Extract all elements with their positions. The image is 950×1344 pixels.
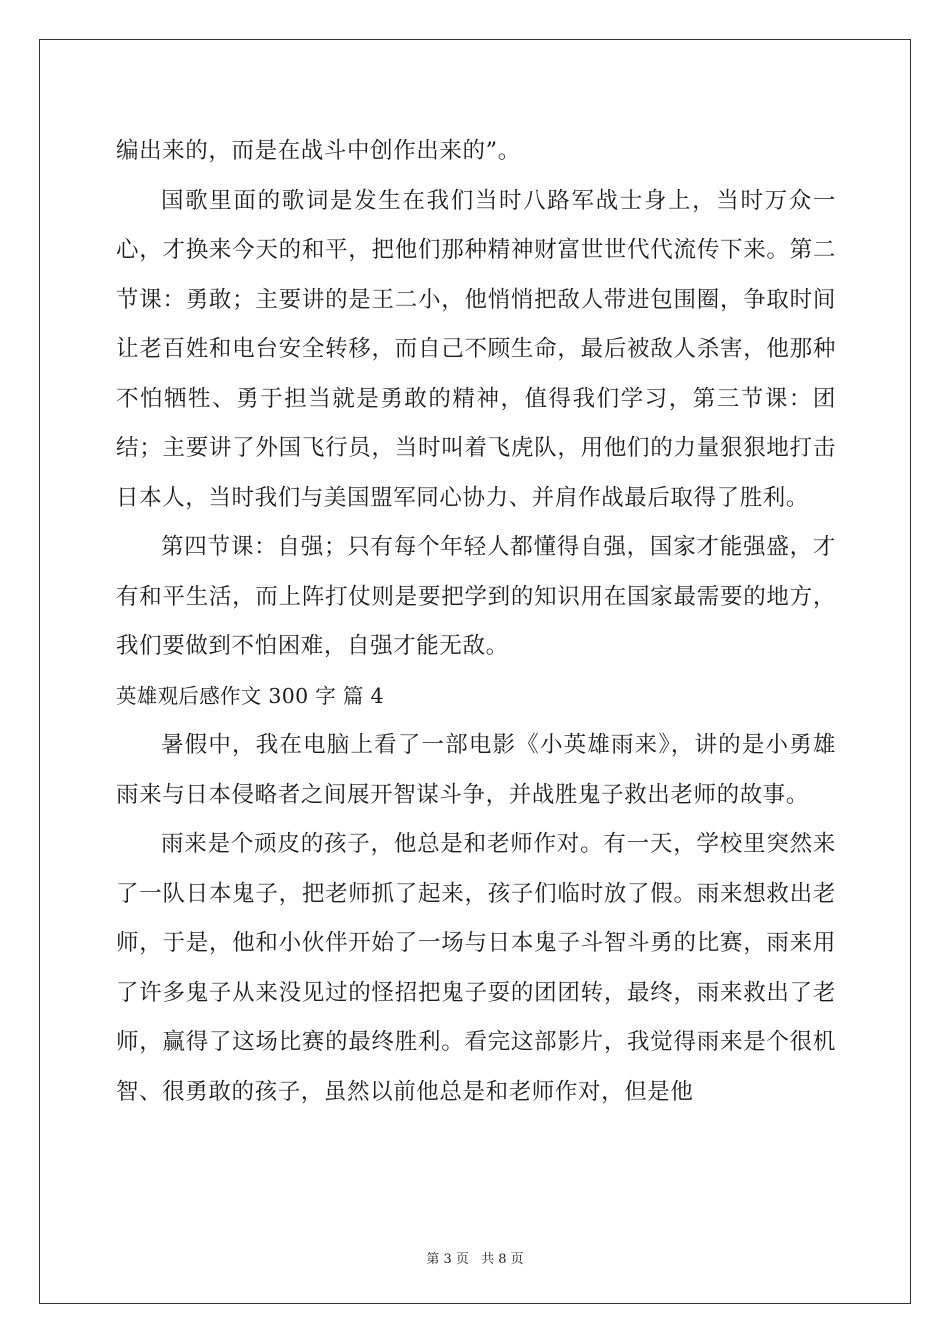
paragraph: 国歌里面的歌词是发生在我们当时八路军战士身上，当时万众一心，才换来今天的和平，把他们那种精神财富世世代代流传下来。第二节课：勇敢；主要讲的是王二小，他悄悄把敌人带进包围圈，争取时间让老百姓和电台安全转移，而自己不顾生命，最后被敌人杀害，他那种不怕牺牲、勇于担当就是勇敢的精神，值得我们学习，第三节课：团结；主要讲了外国飞行员，当时叫着飞虎队，用他们的力量狠狠地打击日本人，当时我们与美国盟军同心协力、并肩作战最后取得了胜利。 bbox=[116, 187, 836, 511]
paragraph: 雨来是个顽皮的孩子，他总是和老师作对。有一天，学校里突然来了一队日本鬼子，把老师抓了起来，孩子们临时放了假。雨来想救出老师，于是，他和小伙伴开始了一场与日本鬼子斗智斗勇的比赛，雨来用了许多鬼子从来没见过的怪招把鬼子耍的团团转，最终，雨来救出了老师，赢得了这场比赛的最终胜利。看完这部影片，我觉得雨来是个很机智、很勇敢的孩子，虽然以前他总是和老师作对，但是他 bbox=[116, 831, 836, 1105]
paragraph: 暑假中，我在电脑上看了一部电影《小英雄雨来》，讲的是小勇雄雨来与日本侵略者之间展开智谋斗争，并战胜鬼子救出老师的故事。 bbox=[116, 732, 836, 808]
section-heading: 英雄观后感作文 300 字 篇 4 bbox=[116, 683, 384, 708]
page-footer bbox=[0, 1248, 950, 1267]
page-number: 第 3 页 bbox=[426, 1252, 469, 1267]
paragraph: 第四节课：自强；只有每个年轻人都懂得自强，国家才能强盛，才有和平生活，而上阵打仗则是要把学到的知识用在国家最需要的地方，我们要做到不怕困难，自强才能无敌。 bbox=[116, 534, 836, 659]
paragraph-continuation: 编出来的，而是在战斗中创作出来的”。 bbox=[116, 138, 521, 164]
document-body bbox=[116, 127, 836, 1117]
page-total: 共 8 页 bbox=[481, 1252, 524, 1267]
